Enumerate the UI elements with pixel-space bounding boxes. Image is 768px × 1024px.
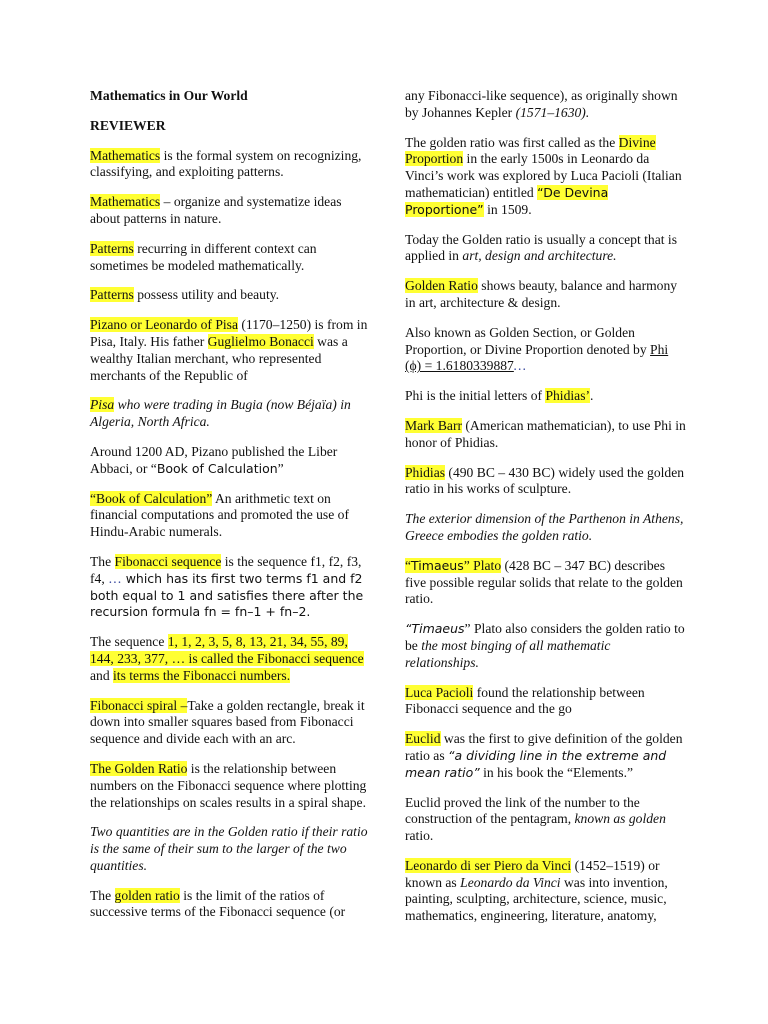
right-column (405, 88, 687, 938)
paragraph: The exterior dimension of the Parthenon in Athens, Greece embodies the golden ratio. (405, 511, 684, 543)
text: (1170–1250) is from in Pisa, Italy. His father (90, 317, 368, 349)
highlight: ” Plato (463, 557, 502, 573)
text: (1452–1519) or known as (405, 857, 660, 890)
highlight: Mark Barr (405, 417, 462, 433)
document-subtitle: REVIEWER (90, 117, 166, 133)
paragraph (405, 465, 687, 499)
text: ratio. (405, 828, 434, 844)
text: The (90, 553, 115, 569)
highlight: its terms the Fibonacci numbers. (113, 667, 291, 683)
highlight: Patterns (90, 287, 134, 303)
text: known as golden (574, 811, 666, 827)
paragraph (405, 558, 687, 608)
text: is the limit of the ratios of successive terms of the Fibonacci sequence (or (90, 887, 346, 920)
text: Around 1200 AD, Pizano published the Liber Abbaci, or “ (90, 443, 338, 476)
text: (ϕ) = 1.6180339887 (405, 358, 514, 374)
paragraph (90, 148, 372, 182)
left-column (90, 88, 372, 934)
text: … (513, 358, 526, 374)
paragraph (405, 232, 687, 266)
paragraph (405, 731, 687, 781)
paragraph (90, 888, 372, 922)
text: (428 BC – 347 BC) describes five possible regular solids that relate to the golden ratio. (405, 557, 683, 607)
highlight: Patterns (90, 240, 134, 256)
text: recurring in different context can sometimes be modeled mathematically. (90, 240, 317, 273)
paragraph (90, 194, 372, 228)
text: Book of Calculation (156, 460, 278, 476)
text: (1571–1630). (515, 104, 590, 120)
text: art, design and architecture. (462, 248, 617, 264)
paragraph (90, 491, 372, 541)
highlight: Divine Proportion (405, 134, 656, 167)
text: Take a golden rectangle, break it down into smaller squares based from Fibonacci sequence and divide each with an arc. (90, 697, 365, 747)
highlight: 1, 1, 2, 3, 5, 8, 13, 21, 34, 55, 89, 144, 233, 377, … is called the Fibonacci sequence (90, 634, 364, 666)
highlight: Phidias (405, 464, 446, 480)
paragraph (90, 698, 372, 748)
text: was a wealthy Italian merchant, who represented merchants of the Republic of (90, 333, 348, 383)
paragraph (90, 634, 372, 684)
text: the most binging of all mathematic relationships. (405, 637, 611, 670)
paragraph (405, 795, 687, 845)
text: ” Plato also considers the golden ratio to be (405, 621, 685, 653)
paragraph (405, 858, 687, 925)
highlight: Mathematics (90, 194, 161, 210)
text: is the relationship between numbers on the Fibonacci sequence where plotting the relationships on scales results in a spiral shape. (90, 760, 367, 810)
highlight: Golden Ratio (405, 278, 478, 294)
highlight: Luca Pacioli (405, 684, 474, 700)
text: in his book the “Elements.” (479, 764, 634, 780)
paragraph (90, 761, 372, 811)
text: (490 BC – 430 BC) widely used the golden ratio in his works of sculpture. (405, 464, 685, 497)
text: any Fibonacci-like sequence), as originally shown by Johannes Kepler (405, 88, 678, 120)
text: Euclid proved the link of the number to the construction of the pentagram, (405, 794, 640, 827)
paragraph (90, 397, 372, 431)
highlight: “Book of Calculation” (90, 490, 213, 506)
text: “Timaeus (405, 621, 465, 637)
highlight: Guglielmo Bonacci (207, 333, 314, 349)
document-title: Mathematics in Our World (90, 88, 248, 103)
paragraph (405, 88, 687, 122)
text: ” (277, 460, 284, 476)
paragraph (405, 388, 687, 405)
text: was the first to give definition of the golden ratio as (405, 731, 683, 763)
paragraph: Two quantities are in the Golden ratio if their ratio is the same of their sum to the larger of the two quantities. (90, 824, 368, 873)
highlight: Pisa (90, 397, 115, 413)
highlight: golden ratio (114, 887, 180, 903)
text: who were trading in Bugia (now Béjaïa) in Algeria, North Africa. (90, 397, 351, 430)
text: (American mathematician), to use Phi in honor of Phidias. (405, 417, 686, 450)
highlight: “ (405, 557, 412, 573)
text: in the early 1500s in Leonardo da Vinci’s work was explored by Luca Pacioli (Italian mathematician) entitled (405, 151, 682, 200)
highlight: Fibonacci spiral – (90, 697, 188, 713)
paragraph (405, 278, 687, 312)
text: shows beauty, balance and harmony in art, architecture & design. (405, 278, 678, 310)
highlight: Fibonacci sequence (114, 553, 222, 569)
text: and (90, 667, 114, 683)
text: … (108, 570, 122, 586)
highlight: Phidias’ (545, 388, 591, 404)
highlight: The Golden Ratio (90, 760, 188, 776)
highlight: “De Devina Proportione” (405, 184, 609, 217)
paragraph (405, 325, 687, 375)
text: in 1509. (483, 201, 532, 217)
text: The (90, 887, 115, 903)
paragraph (90, 444, 372, 478)
text: is the sequence f1, f2, f3, f4, (90, 553, 362, 586)
highlight: Mathematics (90, 147, 161, 163)
paragraph (90, 554, 372, 621)
text: The sequence (90, 634, 168, 650)
highlight: Timaeus (411, 557, 464, 573)
text: Leonardo da Vinci (460, 874, 561, 890)
text: possess utility and beauty. (133, 287, 280, 303)
paragraph (405, 621, 687, 671)
text: – organize and systematize ideas about patterns in nature. (90, 194, 342, 226)
paragraph (90, 241, 372, 275)
text: An arithmetic text on financial computations and promoted the use of Hindu-Arabic numerals. (90, 490, 349, 540)
text: “a dividing line in the extreme and mean ratio” (405, 747, 667, 780)
paragraph (405, 135, 687, 219)
paragraph (405, 418, 687, 452)
paragraph (90, 317, 372, 384)
text: which has its first two terms f1 and f2 both equal to 1 and satisfies there after the recursion formula fn = fn–1 + fn–2. (90, 570, 364, 620)
text: Today the Golden ratio is usually a concept that is applied in (405, 231, 677, 264)
highlight: Leonardo di ser Piero da Vinci (405, 857, 572, 873)
text: . (590, 388, 594, 404)
highlight: Euclid (405, 731, 441, 747)
highlight: Pizano or Leonardo of Pisa (90, 317, 238, 333)
paragraph (405, 685, 687, 719)
paragraph (90, 287, 372, 304)
text: was into invention, painting, sculpting, architecture, science, music, mathematics, engineering, literature, anatomy, (405, 874, 668, 924)
text: is the formal system on recognizing, classifying, and exploiting patterns. (90, 147, 362, 180)
text: The golden ratio was first called as the (405, 134, 619, 150)
text: Phi is the initial letters of (405, 388, 546, 404)
text: found the relationship between Fibonacci sequence and the go (405, 684, 645, 717)
text: Also known as Golden Section, or Golden Proportion, or Divine Proportion denoted by (405, 324, 651, 357)
text: Phi (650, 341, 669, 357)
